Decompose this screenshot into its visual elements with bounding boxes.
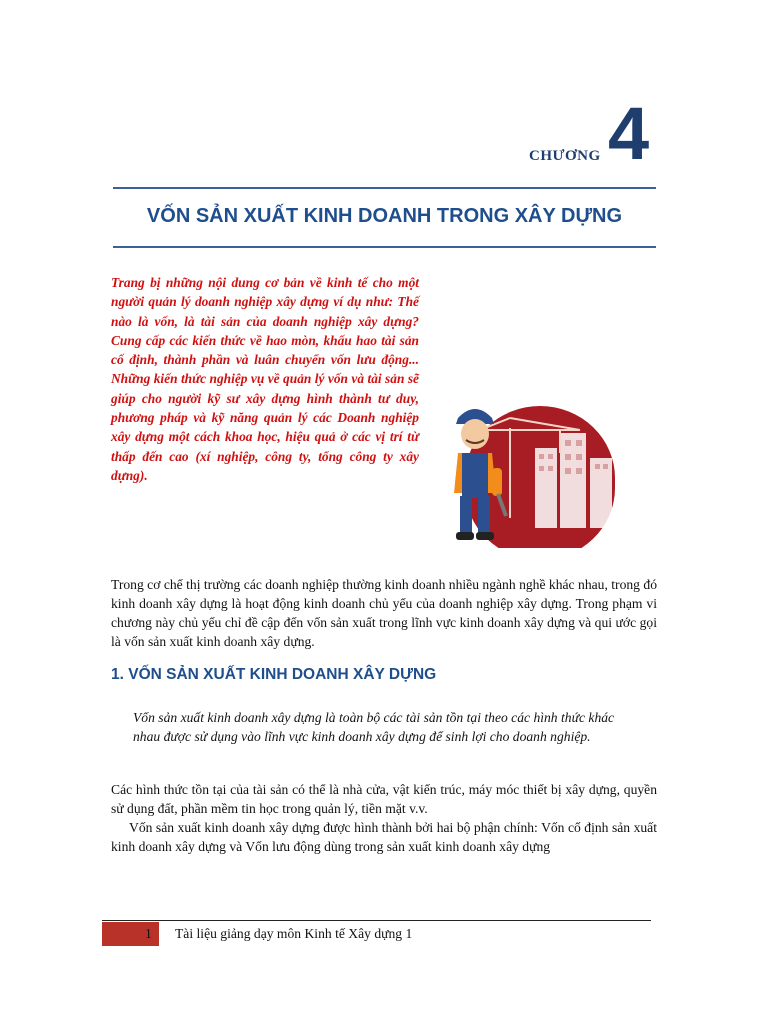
footer-text: Tài liệu giảng dạy môn Kinh tế Xây dựng 1 xyxy=(175,926,413,941)
chapter-label: CHƯƠNG xyxy=(529,148,601,164)
divider-top xyxy=(113,187,656,189)
paragraph-asset-forms: Các hình thức tồn tại của tài sản có thể là nhà cửa, vật kiến trúc, máy móc thiết bị xây dựng, quyền sử dụng đất, phần mềm tin học trong quản lý, tiền mặt v.v. xyxy=(111,782,657,816)
page-number: 1 xyxy=(145,926,152,941)
chapter-title: VỐN SẢN XUẤT KINH DOANH TRONG XÂY DỰNG xyxy=(146,205,623,227)
paragraph-capital-parts: Vốn sản xuất kinh doanh xây dựng được hình thành bởi hai bộ phận chính: Vốn cố định sản xuất kinh doanh xây dựng và Vốn lưu động dùng trong sản xuất kinh doanh xây dựng xyxy=(111,820,657,854)
paragraph-market: Trong cơ chế thị trường các doanh nghiệp thường kinh doanh nhiều ngành nghề khác nhau, trong đó kinh doanh xây dựng là hoạt động kinh doanh chủ yếu của doanh nghiệp xây dựng. Trong phạm vi chương này chủ yếu chỉ đề cập đến vốn sản xuất trong lĩnh vực kinh doanh xây dựng và qui ước gọi là vốn sản xuất kinh doanh xây dựng. xyxy=(111,577,657,649)
footer-divider xyxy=(102,920,651,921)
chapter-intro: Trang bị những nội dung cơ bản về kinh tế cho một người quản lý doanh nghiệp xây dựng ví dụ như: Thế nào là vốn, là tài sản của doanh nghiệp xây dựng? Cung cấp các kiến thức về hao mòn, khấu hao tài sản cố định, thành phần và luân chuyển vốn lưu động... Những kiến thức nghiệp vụ về quản lý vốn và tài sản sẽ giúp cho người kỹ sư xây dựng hình thành tư duy, phương pháp và kỹ năng quản lý các Doanh nghiệp xây dựng một cách khoa học, hiệu quả ở các vị trí từ thấp đến cao (xí nghiệp, công ty, tổng công ty xây dựng). xyxy=(111,275,419,483)
section-heading: 1. VỐN SẢN XUẤT KINH DOANH XÂY DỰNG xyxy=(111,666,437,683)
chapter-number: 4 xyxy=(608,92,650,175)
divider-bottom xyxy=(113,246,656,248)
construction-worker-illustration xyxy=(440,398,635,548)
definition-text: Vốn sản xuất kinh doanh xây dựng là toàn bộ các tài sản tồn tại theo các hình thức khác nhau được sử dụng vào lĩnh vực kinh doanh xây dựng để sinh lợi cho doanh nghiệp. xyxy=(133,710,615,744)
